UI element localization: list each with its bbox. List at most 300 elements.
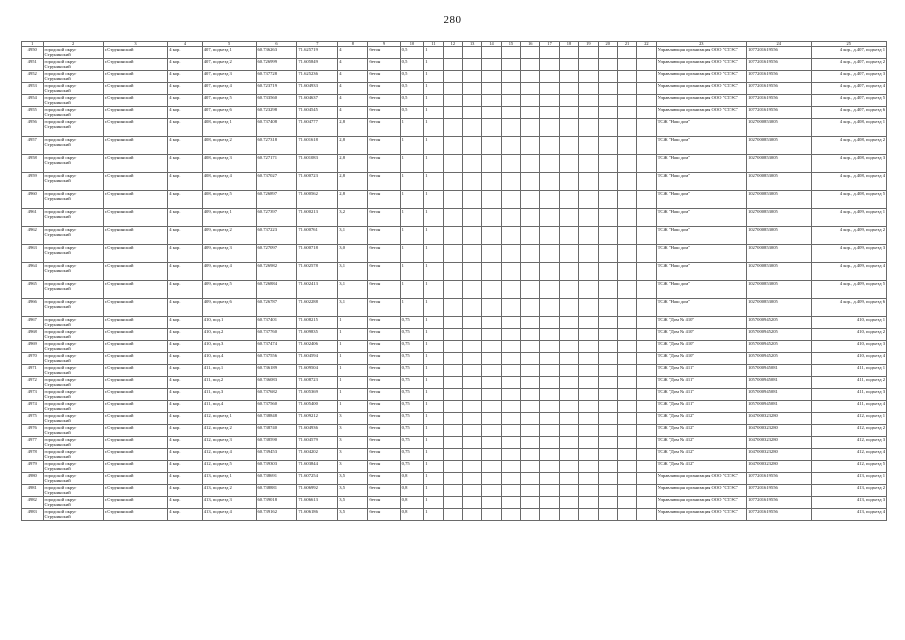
type-cell: 4 кор. bbox=[168, 47, 202, 59]
empty-cell bbox=[579, 377, 598, 389]
column-number-header: 24 bbox=[746, 42, 811, 47]
empty-cell bbox=[482, 317, 501, 329]
empty-cell bbox=[521, 509, 540, 521]
empty-cell bbox=[559, 107, 578, 119]
empty-cell bbox=[540, 59, 559, 71]
table-row bbox=[22, 461, 887, 473]
empty-cell bbox=[637, 377, 656, 389]
organization-cell: ТСЖ "Наш дом" bbox=[656, 281, 746, 299]
table-row bbox=[22, 473, 887, 485]
cover-type-cell: бетон bbox=[368, 437, 400, 449]
latitude-cell: 60.737560 bbox=[256, 401, 297, 413]
empty-cell bbox=[482, 365, 501, 377]
empty-cell bbox=[617, 317, 636, 329]
type-cell: 4 кор. bbox=[168, 317, 202, 329]
note-cell: 412, подъезд 5 bbox=[811, 461, 887, 473]
volume-cell: 3,1 bbox=[338, 281, 368, 299]
type-cell: 4 кор. bbox=[168, 377, 202, 389]
empty-cell bbox=[540, 413, 559, 425]
empty-cell bbox=[482, 473, 501, 485]
district-cell: городской округ Струнинский bbox=[43, 497, 103, 509]
value-b-cell: 1 bbox=[424, 245, 443, 263]
empty-cell bbox=[598, 191, 617, 209]
latitude-cell: 60.737223 bbox=[256, 227, 297, 245]
empty-cell bbox=[559, 71, 578, 83]
empty-cell bbox=[521, 401, 540, 413]
empty-cell bbox=[540, 191, 559, 209]
empty-cell bbox=[443, 119, 462, 137]
note-cell: 411, подъезд 1 bbox=[811, 365, 887, 377]
note-cell: 413, подъезд 2 bbox=[811, 485, 887, 497]
registration-number-cell: 1047000323280 bbox=[746, 461, 811, 473]
latitude-cell: 60.738691 bbox=[256, 473, 297, 485]
column-number-header: 12 bbox=[443, 42, 462, 47]
address-cell: 410, под.4 bbox=[202, 353, 256, 365]
district-cell: городской округ Струнинский bbox=[43, 119, 103, 137]
empty-cell bbox=[521, 497, 540, 509]
empty-cell bbox=[463, 227, 482, 245]
value-b-cell: 1 bbox=[424, 329, 443, 341]
value-a-cell: 0,8 bbox=[400, 509, 424, 521]
value-a-cell: 0,75 bbox=[400, 329, 424, 341]
empty-cell bbox=[443, 461, 462, 473]
empty-cell bbox=[559, 413, 578, 425]
value-b-cell: 1 bbox=[424, 341, 443, 353]
volume-cell: 4 bbox=[338, 83, 368, 95]
empty-cell bbox=[617, 155, 636, 173]
district-cell: городской округ Струнинский bbox=[43, 317, 103, 329]
note-cell: 4 кор., д.408, подъезд 2 bbox=[811, 137, 887, 155]
table-row bbox=[22, 191, 887, 209]
empty-cell bbox=[637, 119, 656, 137]
empty-cell bbox=[521, 341, 540, 353]
page-number: 280 bbox=[443, 14, 462, 26]
value-a-cell: 0,75 bbox=[400, 401, 424, 413]
value-b-cell: 1 bbox=[424, 353, 443, 365]
empty-cell bbox=[443, 317, 462, 329]
empty-cell bbox=[579, 119, 598, 137]
empty-cell bbox=[540, 155, 559, 173]
empty-cell bbox=[463, 365, 482, 377]
note-cell: 413, подъезд 1 bbox=[811, 473, 887, 485]
note-cell: 413, подъезд 4 bbox=[811, 509, 887, 521]
latitude-cell: 60.739303 bbox=[256, 461, 297, 473]
empty-cell bbox=[617, 449, 636, 461]
address-cell: 413, подъезд 4 bbox=[202, 509, 256, 521]
empty-cell bbox=[559, 59, 578, 71]
district-cell: городской округ Струнинский bbox=[43, 107, 103, 119]
value-a-cell: 1 bbox=[400, 191, 424, 209]
volume-cell: 3 bbox=[338, 425, 368, 437]
empty-cell bbox=[598, 299, 617, 317]
empty-cell bbox=[501, 59, 520, 71]
empty-cell bbox=[482, 413, 501, 425]
type-cell: 4 кор. bbox=[168, 449, 202, 461]
empty-cell bbox=[617, 173, 636, 191]
address-cell: 411, под.3 bbox=[202, 389, 256, 401]
latitude-cell: 60.737556 bbox=[256, 353, 297, 365]
empty-cell bbox=[521, 263, 540, 281]
row-number-cell: 4979 bbox=[22, 461, 44, 473]
empty-cell bbox=[559, 299, 578, 317]
registration-number-cell: 1077201619556 bbox=[746, 509, 811, 521]
latitude-cell: 60.726897 bbox=[256, 191, 297, 209]
empty-cell bbox=[501, 71, 520, 83]
organization-cell: ТСЖ "Дом № 411" bbox=[656, 377, 746, 389]
registration-number-cell: 1077201619556 bbox=[746, 95, 811, 107]
empty-cell bbox=[617, 365, 636, 377]
empty-cell bbox=[501, 353, 520, 365]
city-cell: г.Струнинский bbox=[103, 485, 168, 497]
note-cell: 410, подъезд 2 bbox=[811, 329, 887, 341]
empty-cell bbox=[598, 389, 617, 401]
longitude-cell: 71.607254 bbox=[297, 473, 338, 485]
empty-cell bbox=[637, 365, 656, 377]
row-number-cell: 4961 bbox=[22, 209, 44, 227]
note-cell: 4 кор., д.408, подъезд 1 bbox=[811, 119, 887, 137]
empty-cell bbox=[617, 47, 636, 59]
empty-cell bbox=[579, 317, 598, 329]
empty-cell bbox=[637, 71, 656, 83]
longitude-cell: 71.609212 bbox=[297, 413, 338, 425]
row-number-cell: 4954 bbox=[22, 95, 44, 107]
address-cell: 412, подъезд 1 bbox=[202, 413, 256, 425]
empty-cell bbox=[617, 119, 636, 137]
type-cell: 4 кор. bbox=[168, 227, 202, 245]
value-a-cell: 0,75 bbox=[400, 449, 424, 461]
empty-cell bbox=[598, 119, 617, 137]
table-row bbox=[22, 47, 887, 59]
latitude-cell: 60.738848 bbox=[256, 413, 297, 425]
table-row bbox=[22, 413, 887, 425]
cover-type-cell: бетон bbox=[368, 263, 400, 281]
empty-cell bbox=[540, 425, 559, 437]
longitude-cell: 71.604936 bbox=[297, 425, 338, 437]
type-cell: 4 кор. bbox=[168, 425, 202, 437]
cover-type-cell: бетон bbox=[368, 107, 400, 119]
latitude-cell: 60.726884 bbox=[256, 281, 297, 299]
district-cell: городской округ Струнинский bbox=[43, 485, 103, 497]
empty-cell bbox=[579, 329, 598, 341]
type-cell: 4 кор. bbox=[168, 437, 202, 449]
note-cell: 4 кор., д.409, подъезд 1 bbox=[811, 209, 887, 227]
empty-cell bbox=[598, 47, 617, 59]
empty-cell bbox=[521, 317, 540, 329]
empty-cell bbox=[617, 509, 636, 521]
empty-cell bbox=[521, 173, 540, 191]
empty-cell bbox=[559, 341, 578, 353]
empty-cell bbox=[637, 173, 656, 191]
address-cell: 407, подъезд 2 bbox=[202, 59, 256, 71]
value-b-cell: 1 bbox=[424, 137, 443, 155]
type-cell: 4 кор. bbox=[168, 71, 202, 83]
empty-cell bbox=[598, 437, 617, 449]
table-row bbox=[22, 245, 887, 263]
empty-cell bbox=[501, 227, 520, 245]
empty-cell bbox=[443, 437, 462, 449]
empty-cell bbox=[482, 227, 501, 245]
value-b-cell: 1 bbox=[424, 83, 443, 95]
empty-cell bbox=[598, 137, 617, 155]
empty-cell bbox=[463, 119, 482, 137]
volume-cell: 4 bbox=[338, 59, 368, 71]
empty-cell bbox=[482, 155, 501, 173]
empty-cell bbox=[521, 485, 540, 497]
empty-cell bbox=[637, 497, 656, 509]
cover-type-cell: бетон bbox=[368, 71, 400, 83]
empty-cell bbox=[443, 137, 462, 155]
empty-cell bbox=[482, 299, 501, 317]
column-number-header: 23 bbox=[656, 42, 746, 47]
empty-cell bbox=[463, 497, 482, 509]
empty-cell bbox=[463, 317, 482, 329]
volume-cell: 4 bbox=[338, 95, 368, 107]
row-number-cell: 4980 bbox=[22, 473, 44, 485]
value-a-cell: 0,75 bbox=[400, 461, 424, 473]
empty-cell bbox=[598, 317, 617, 329]
organization-cell: Управляющая организация ООО "СТЭС" bbox=[656, 47, 746, 59]
empty-cell bbox=[463, 155, 482, 173]
empty-cell bbox=[501, 119, 520, 137]
organization-cell: ТСЖ "Дом № 412" bbox=[656, 437, 746, 449]
registration-number-cell: 1077201619556 bbox=[746, 59, 811, 71]
city-cell: г.Струнинский bbox=[103, 377, 168, 389]
registration-number-cell: 1047000323280 bbox=[746, 425, 811, 437]
address-cell: 410, под.1 bbox=[202, 317, 256, 329]
empty-cell bbox=[443, 389, 462, 401]
column-number-header: 7 bbox=[297, 42, 338, 47]
empty-cell bbox=[579, 245, 598, 263]
address-cell: 413, подъезд 2 bbox=[202, 485, 256, 497]
cover-type-cell: бетон bbox=[368, 485, 400, 497]
empty-cell bbox=[579, 497, 598, 509]
column-number-header: 1 bbox=[22, 42, 44, 47]
address-cell: 409, подъезд 3 bbox=[202, 245, 256, 263]
longitude-cell: 71.604777 bbox=[297, 119, 338, 137]
volume-cell: 1 bbox=[338, 353, 368, 365]
note-cell: 4 кор., д.409, подъезд 3 bbox=[811, 245, 887, 263]
longitude-cell: 71.602578 bbox=[297, 263, 338, 281]
empty-cell bbox=[540, 353, 559, 365]
cover-type-cell: бетон bbox=[368, 47, 400, 59]
latitude-cell: 60.739162 bbox=[256, 509, 297, 521]
district-cell: городской округ Струнинский bbox=[43, 137, 103, 155]
city-cell: г.Струнинский bbox=[103, 155, 168, 173]
note-cell: 4 кор., д.408, подъезд 4 bbox=[811, 173, 887, 191]
empty-cell bbox=[579, 299, 598, 317]
organization-cell: ТСЖ "Наш дом" bbox=[656, 209, 746, 227]
empty-cell bbox=[617, 227, 636, 245]
empty-cell bbox=[637, 245, 656, 263]
empty-cell bbox=[501, 509, 520, 521]
district-cell: городской округ Струнинский bbox=[43, 83, 103, 95]
empty-cell bbox=[540, 299, 559, 317]
empty-cell bbox=[501, 449, 520, 461]
empty-cell bbox=[521, 473, 540, 485]
address-cell: 410, под.2 bbox=[202, 329, 256, 341]
longitude-cell: 71.605849 bbox=[297, 59, 338, 71]
empty-cell bbox=[637, 401, 656, 413]
empty-cell bbox=[617, 413, 636, 425]
empty-cell bbox=[540, 437, 559, 449]
empty-cell bbox=[443, 365, 462, 377]
empty-cell bbox=[617, 425, 636, 437]
address-cell: 411, под.2 bbox=[202, 377, 256, 389]
empty-cell bbox=[617, 341, 636, 353]
registration-number-cell: 1077201619556 bbox=[746, 485, 811, 497]
value-b-cell: 1 bbox=[424, 71, 443, 83]
latitude-cell: 60.727097 bbox=[256, 245, 297, 263]
table-row bbox=[22, 437, 887, 449]
city-cell: г.Струнинский bbox=[103, 449, 168, 461]
value-b-cell: 1 bbox=[424, 95, 443, 107]
district-cell: городской округ Струнинский bbox=[43, 191, 103, 209]
type-cell: 4 кор. bbox=[168, 461, 202, 473]
value-b-cell: 1 bbox=[424, 473, 443, 485]
row-number-cell: 4983 bbox=[22, 509, 44, 521]
empty-cell bbox=[463, 173, 482, 191]
row-number-cell: 4950 bbox=[22, 47, 44, 59]
empty-cell bbox=[559, 437, 578, 449]
empty-cell bbox=[501, 95, 520, 107]
value-a-cell: 1 bbox=[400, 245, 424, 263]
latitude-cell: 60.738881 bbox=[256, 485, 297, 497]
district-cell: городской округ Струнинский bbox=[43, 437, 103, 449]
address-cell: 407, подъезд 5 bbox=[202, 95, 256, 107]
empty-cell bbox=[579, 461, 598, 473]
empty-cell bbox=[579, 425, 598, 437]
volume-cell: 3,0 bbox=[338, 245, 368, 263]
organization-cell: ТСЖ "Дом № 410" bbox=[656, 353, 746, 365]
empty-cell bbox=[637, 329, 656, 341]
address-cell: 408, подъезд 3 bbox=[202, 155, 256, 173]
empty-cell bbox=[443, 509, 462, 521]
type-cell: 4 кор. bbox=[168, 413, 202, 425]
column-number-header: 14 bbox=[482, 42, 501, 47]
empty-cell bbox=[559, 263, 578, 281]
latitude-cell: 60.736189 bbox=[256, 365, 297, 377]
volume-cell: 3,1 bbox=[338, 227, 368, 245]
empty-cell bbox=[482, 497, 501, 509]
empty-cell bbox=[579, 353, 598, 365]
empty-cell bbox=[617, 245, 636, 263]
empty-cell bbox=[443, 281, 462, 299]
empty-cell bbox=[540, 83, 559, 95]
note-cell: 412, подъезд 1 bbox=[811, 413, 887, 425]
empty-cell bbox=[540, 119, 559, 137]
note-cell: 411, подъезд 2 bbox=[811, 377, 887, 389]
value-a-cell: 0,5 bbox=[400, 47, 424, 59]
organization-cell: Управляющая организация ООО "СТЭС" bbox=[656, 71, 746, 83]
empty-cell bbox=[559, 389, 578, 401]
address-cell: 408, подъезд 2 bbox=[202, 137, 256, 155]
type-cell: 4 кор. bbox=[168, 173, 202, 191]
empty-cell bbox=[463, 209, 482, 227]
empty-cell bbox=[501, 137, 520, 155]
city-cell: г.Струнинский bbox=[103, 461, 168, 473]
value-a-cell: 0,8 bbox=[400, 497, 424, 509]
row-number-cell: 4958 bbox=[22, 155, 44, 173]
column-number-header: 21 bbox=[617, 42, 636, 47]
empty-cell bbox=[443, 497, 462, 509]
row-number-cell: 4969 bbox=[22, 341, 44, 353]
volume-cell: 3 bbox=[338, 437, 368, 449]
city-cell: г.Струнинский bbox=[103, 245, 168, 263]
table-row bbox=[22, 341, 887, 353]
empty-cell bbox=[559, 401, 578, 413]
empty-cell bbox=[521, 461, 540, 473]
latitude-cell: 60.737401 bbox=[256, 317, 297, 329]
empty-cell bbox=[482, 329, 501, 341]
longitude-cell: 71.602288 bbox=[297, 299, 338, 317]
note-cell: 4 кор., д.407, подъезд 2 bbox=[811, 59, 887, 71]
empty-cell bbox=[559, 281, 578, 299]
empty-cell bbox=[579, 47, 598, 59]
empty-cell bbox=[521, 245, 540, 263]
empty-cell bbox=[463, 137, 482, 155]
longitude-cell: 71.604594 bbox=[297, 353, 338, 365]
table-row bbox=[22, 209, 887, 227]
table-row bbox=[22, 263, 887, 281]
empty-cell bbox=[501, 461, 520, 473]
address-cell: 408, подъезд 4 bbox=[202, 173, 256, 191]
empty-cell bbox=[637, 485, 656, 497]
column-number-header: 6 bbox=[256, 42, 297, 47]
district-cell: городской округ Струнинский bbox=[43, 299, 103, 317]
registration-number-cell: 1077201619556 bbox=[746, 473, 811, 485]
address-cell: 412, подъезд 4 bbox=[202, 449, 256, 461]
address-cell: 407, подъезд 3 bbox=[202, 71, 256, 83]
empty-cell bbox=[521, 95, 540, 107]
empty-cell bbox=[540, 245, 559, 263]
empty-cell bbox=[617, 497, 636, 509]
empty-cell bbox=[501, 317, 520, 329]
type-cell: 4 кор. bbox=[168, 401, 202, 413]
empty-cell bbox=[637, 47, 656, 59]
volume-cell: 1 bbox=[338, 341, 368, 353]
table-row bbox=[22, 155, 887, 173]
empty-cell bbox=[540, 389, 559, 401]
value-b-cell: 1 bbox=[424, 461, 443, 473]
address-cell: 408, подъезд 5 bbox=[202, 191, 256, 209]
registration-number-cell: 1057000945205 bbox=[746, 329, 811, 341]
column-number-header: 17 bbox=[540, 42, 559, 47]
empty-cell bbox=[598, 107, 617, 119]
empty-cell bbox=[521, 227, 540, 245]
empty-cell bbox=[501, 83, 520, 95]
empty-cell bbox=[598, 473, 617, 485]
empty-cell bbox=[637, 317, 656, 329]
empty-cell bbox=[521, 425, 540, 437]
longitude-cell: 71.605369 bbox=[297, 389, 338, 401]
empty-cell bbox=[501, 47, 520, 59]
empty-cell bbox=[482, 461, 501, 473]
empty-cell bbox=[637, 59, 656, 71]
value-a-cell: 0,5 bbox=[400, 107, 424, 119]
empty-cell bbox=[540, 137, 559, 155]
empty-cell bbox=[540, 473, 559, 485]
cover-type-cell: бетон bbox=[368, 497, 400, 509]
city-cell: г.Струнинский bbox=[103, 389, 168, 401]
empty-cell bbox=[443, 377, 462, 389]
value-a-cell: 0,75 bbox=[400, 437, 424, 449]
volume-cell: 3,5 bbox=[338, 497, 368, 509]
empty-cell bbox=[598, 341, 617, 353]
organization-cell: ТСЖ "Наш дом" bbox=[656, 227, 746, 245]
row-number-cell: 4964 bbox=[22, 263, 44, 281]
empty-cell bbox=[443, 47, 462, 59]
note-cell: 410, подъезд 1 bbox=[811, 317, 887, 329]
